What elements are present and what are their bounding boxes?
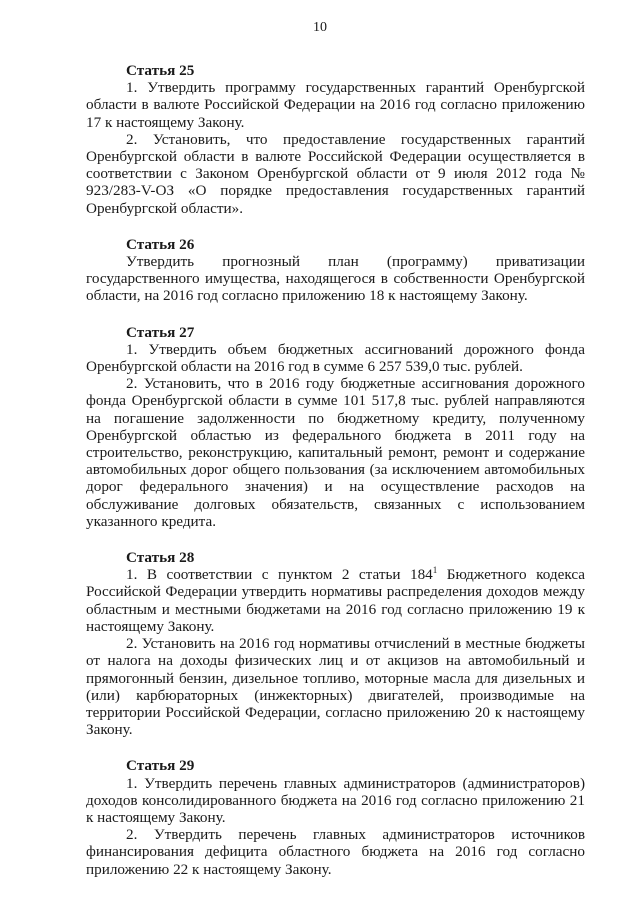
article-paragraph xyxy=(86,566,585,635)
article-paragraph: 2. Утвердить перечень главных администраторов источников финансирования дефицита областного бюджета на 2016 год согласно приложению 22 к настоящему Закону. xyxy=(86,826,585,878)
article-paragraph: 1. Утвердить перечень главных администраторов (администраторов) доходов консолидированного бюджета на 2016 год согласно приложению 21 к настоящему Закону. xyxy=(86,774,585,826)
paragraph-text: Бюджетного кодекса Российской Федерации утвердить нормативы распределения доходов между областным и местными бюджетами на 2016 год согласно приложению 19 к настоящему Закону. xyxy=(86,566,585,635)
article-heading: Статья 29 xyxy=(126,757,195,775)
article-paragraph: Утвердить прогнозный план (программу) приватизации государственного имущества, находящегося в собственности Оренбургской области, на 2016 год согласно приложению 18 к настоящему Закону. xyxy=(86,253,585,305)
article-heading: Статья 25 xyxy=(126,62,195,79)
article-28 xyxy=(86,549,585,738)
article-paragraph: 2. Установить на 2016 год нормативы отчислений в местные бюджеты от налога на доходы физических лиц и от акцизов на автомобильный и прямогонный бензин, дизельное топливо, моторные масла для дизельных и (или) карбюраторных (инжекторных) двигателей, производимые на территории Российской Федерации, согласно приложению 20 к настоящему Закону. xyxy=(86,635,585,739)
page-number: 10 xyxy=(313,20,327,35)
document-body xyxy=(86,62,585,878)
article-paragraph: 2. Установить, что предоставление государственных гарантий Оренбургской области в валюте Российской Федерации осуществляется в соответствии с Законом Оренбургской области от 9 июля 2012 года № 923/283-V-ОЗ «О порядке предоставления государственных гарантий Оренбургской области». xyxy=(86,130,585,217)
article-paragraph: 1. Утвердить объем бюджетных ассигнований дорожного фонда Оренбургской области на 2016 год в сумме 6 257 539,0 тыс. рублей. xyxy=(86,340,585,376)
superscript: 1 xyxy=(432,565,438,576)
article-paragraph: 2. Установить, что в 2016 году бюджетные ассигнования дорожного фонда Оренбургской области в сумме 101 517,8 тыс. рублей направляются на погашение задолженности по бюджетному кредиту, полученному Оренбургской областью из федерального бюджета в 2011 году на строительство, реконструкцию, капитальный ремонт, ремонт и содержание автомобильных дорог общего пользования (за исключением автомобильных дорог федерального значения) и на осуществление расходов на обслуживание долговых обязательств, связанных с использованием указанного кредита. xyxy=(86,375,585,530)
article-heading: Статья 27 xyxy=(126,323,195,341)
article-29 xyxy=(86,757,585,877)
paragraph-text: 1. В соответствии с пунктом 2 статьи 184 xyxy=(126,566,433,584)
article-heading: Статья 26 xyxy=(126,235,195,253)
article-26 xyxy=(86,236,585,305)
article-25 xyxy=(86,62,585,217)
article-heading: Статья 28 xyxy=(126,549,195,567)
article-paragraph: 1. Утвердить программу государственных гарантий Оренбургской области в валюте Российской Федерации на 2016 год согласно приложению 17 к настоящему Закону. xyxy=(86,79,585,131)
article-27 xyxy=(86,324,585,530)
